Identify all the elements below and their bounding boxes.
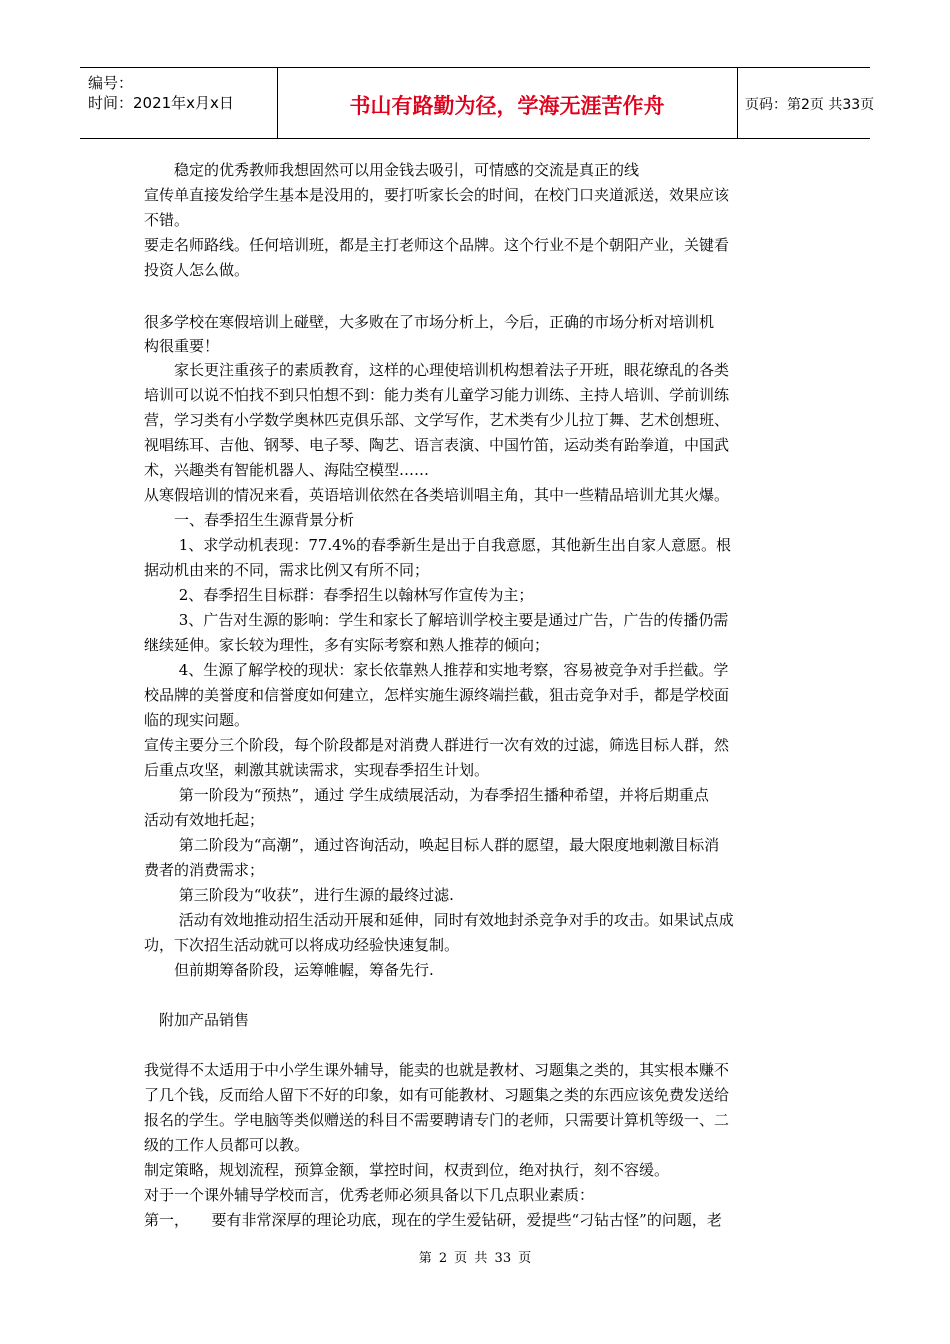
body-line: 校品牌的美誉度和信誉度如何建立，怎样实施生源终端拦截，狙击竞争对手，都是学校面 <box>144 686 730 704</box>
body-line: 从寒假培训的情况来看，英语培训依然在各类培训唱主角，其中一些精品培训尤其火爆。 <box>144 486 730 504</box>
body-line: 投资人怎么做。 <box>144 261 250 279</box>
body-line: 制定策略，规划流程，预算金额，掌控时间，权责到位，绝对执行，刻不容缓。 <box>144 1161 670 1179</box>
body-line: 1、求学动机表现：77.4%的春季新生是出于自我意愿，其他新生出自家人意愿。根 <box>144 536 731 554</box>
header-page-number: 页码：第2页 共33页 <box>745 97 875 113</box>
body-line: 不错。 <box>144 211 190 229</box>
page-footer: 第 2 页 共 33 页 <box>418 1251 532 1266</box>
body-line: 术，兴趣类有智能机器人、海陆空模型…… <box>144 461 430 479</box>
body-line: 活动有效地托起； <box>144 811 265 829</box>
header-motto-cell <box>277 68 738 138</box>
body-line: 家长更注重孩子的素质教育，这样的心理使培训机构想着法子开班，眼花缭乱的各类 <box>144 361 730 379</box>
body-line: 费者的消费需求； <box>144 861 265 879</box>
body-line: 要走名师路线。任何培训班，都是主打老师这个品牌。这个行业不是个朝阳产业，关键看 <box>144 236 730 254</box>
body-line: 我觉得不太适用于中小学生课外辅导，能卖的也就是教材、习题集之类的，其实根本赚不 <box>144 1061 730 1079</box>
body-line: 据动机由来的不同，需求比例又有所不同； <box>144 561 430 579</box>
header-page-cell <box>737 68 875 138</box>
body-line: 第一阶段为“预热”，通过 学生成绩展活动，为春季招生播种希望，并将后期重点 <box>144 786 709 804</box>
body-line: 2、春季招生目标群：春季招生以翰林写作宣传为主； <box>144 586 534 604</box>
page-header <box>80 67 875 139</box>
body-line: 4、生源了解学校的现状：家长依靠熟人推荐和实地考察，容易被竞争对手拦截。学 <box>144 661 729 679</box>
body-line: 第二阶段为“高潮”，通过咨询活动，唤起目标人群的愿望，最大限度地刺激目标消 <box>144 836 720 854</box>
body-line: 很多学校在寒假培训上碰壁，大多败在了市场分析上，今后，正确的市场分析对培训机 <box>144 313 715 331</box>
body-line: 报名的学生。学电脑等类似赠送的科目不需要聘请专门的老师，只需要计算机等级一、二 <box>144 1111 730 1129</box>
body-line: 继续延伸。家长较为理性，多有实际考察和熟人推荐的倾向； <box>144 636 550 654</box>
body-line: 对于一个课外辅导学校而言，优秀老师必须具备以下几点职业素质： <box>144 1186 595 1204</box>
header-meta-cell <box>80 68 278 138</box>
body-line: 稳定的优秀教师我想固然可以用金钱去吸引，可情感的交流是真正的线 <box>144 161 640 179</box>
body-line: 营，学习类有小学数学奥林匹克俱乐部、文学写作，艺术类有少儿拉丁舞、艺术创想班、 <box>144 411 730 429</box>
body-line: 功，下次招生活动就可以将成功经验快速复制。 <box>144 936 460 954</box>
body-line: 构很重要！ <box>144 337 220 355</box>
header-motto: 书山有路勤为径，学海无涯苦作舟 <box>349 94 665 118</box>
body-line: 宣传单直接发给学生基本是没用的，要打听家长会的时间，在校门口夹道派送，效果应该 <box>144 186 730 204</box>
body-line: 宣传主要分三个阶段，每个阶段都是对消费人群进行一次有效的过滤，筛选目标人群，然 <box>144 736 730 754</box>
body-line: 第三阶段为“收获”，进行生源的最终过滤. <box>144 886 454 904</box>
section-heading: 附加产品销售 <box>144 1011 250 1029</box>
body-line: 了几个钱，反而给人留下不好的印象，如有可能教材、习题集之类的东西应该免费发送给 <box>144 1086 730 1104</box>
body-line: 3、广告对生源的影响：学生和家长了解培训学校主要是通过广告，广告的传播仍需 <box>144 611 729 629</box>
body-line: 培训可以说不怕找不到只怕想不到：能力类有儿童学习能力训练、主持人培训、学前训练 <box>144 386 730 404</box>
body-line: 视唱练耳、吉他、钢琴、电子琴、陶艺、语言表演、中国竹笛，运动类有跆拳道，中国武 <box>144 436 730 454</box>
body-line: 但前期筹备阶段，运筹帷幄，筹备先行. <box>144 961 434 979</box>
document-date-label: 时间：2021年x月x日 <box>88 94 234 112</box>
body-line: 第一， 要有非常深厚的理论功底，现在的学生爱钻研，爱提些“刁钻古怪”的问题，老 <box>144 1211 722 1229</box>
body-line: 后重点攻坚，刺激其就读需求，实现春季招生计划。 <box>144 761 490 779</box>
section-heading: 一、春季招生生源背景分析 <box>144 511 355 529</box>
document-number-label: 编号： <box>88 74 134 92</box>
body-line: 临的现实问题。 <box>144 711 250 729</box>
body-line: 级的工作人员都可以教。 <box>144 1136 310 1154</box>
body-line: 活动有效地推动招生活动开展和延伸，同时有效地封杀竞争对手的攻击。如果试点成 <box>144 911 734 929</box>
